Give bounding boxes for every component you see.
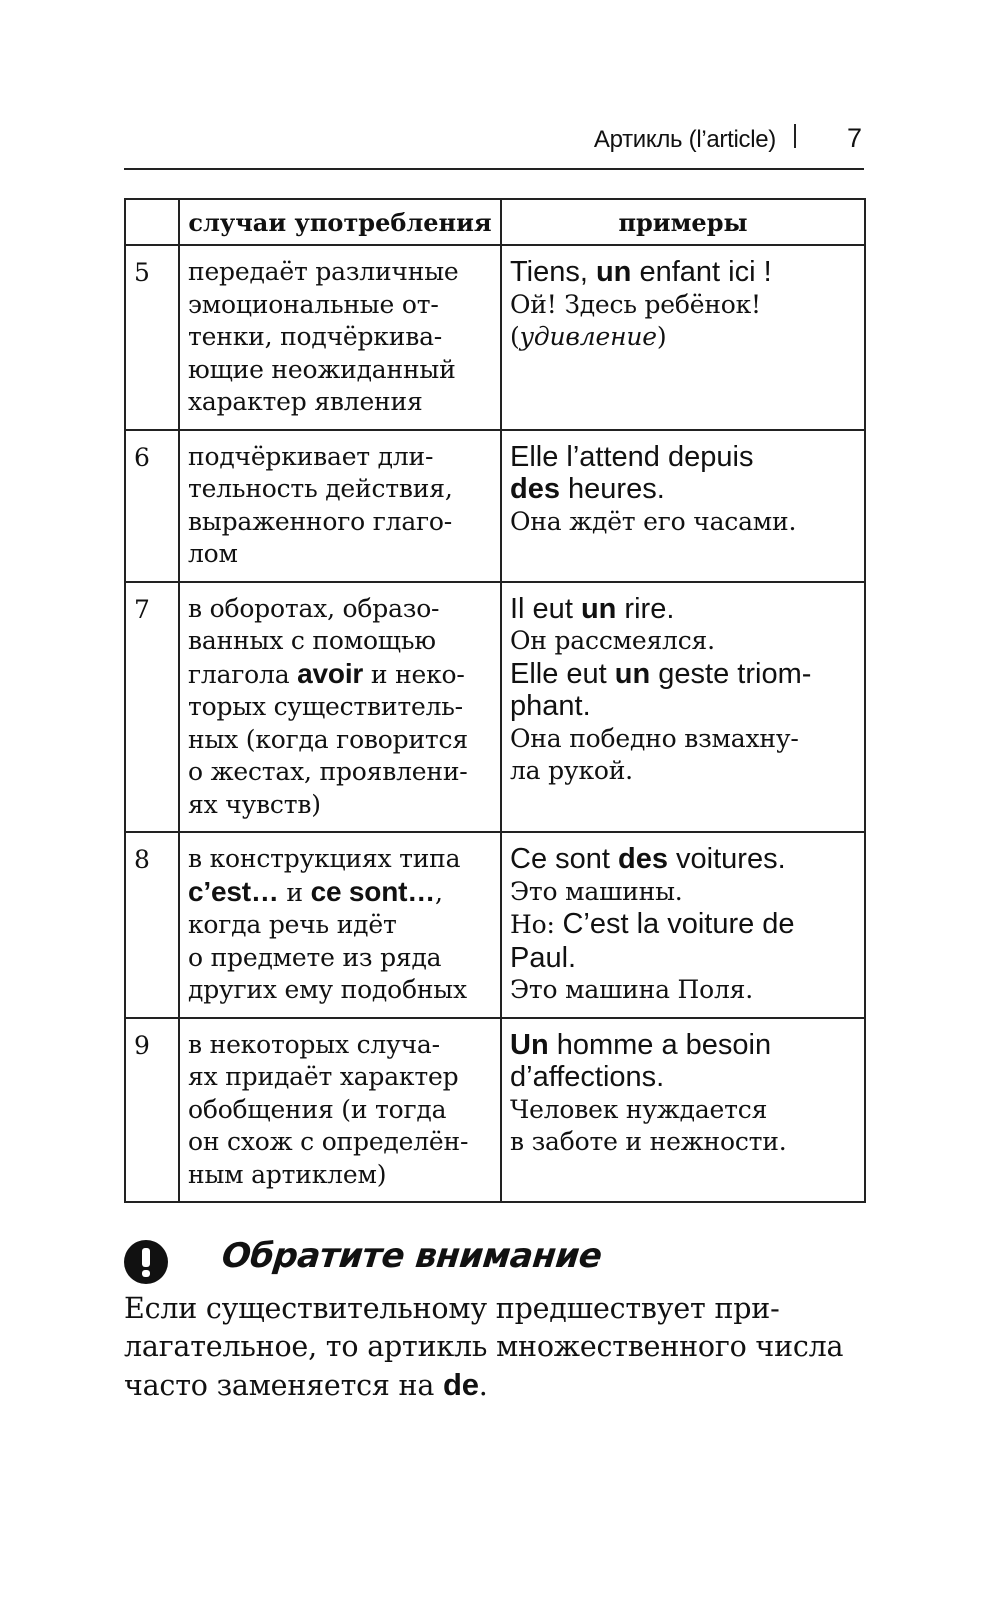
usage-cell: в конструкциях типа c’est… и ce sont…, когда речь идёт о предмете из ряда других ему подобных xyxy=(179,832,501,1018)
french-example: Но: C’est la voiture de Paul. xyxy=(510,908,795,974)
usage-cell: подчёркивает дли- тельность действия, выраженного глаго- лом xyxy=(179,430,501,582)
page-number: 7 xyxy=(846,123,862,153)
column-header-examples: примеры xyxy=(501,199,865,245)
running-title: Артикль (l’article) xyxy=(593,126,776,153)
russian-translation: Ой! Здесь ребёнок! xyxy=(510,289,761,319)
usage-cell: в оборотах, образо- ванных с помощью глагола avoir и неко- торых существитель- ных (когда говорится о жестах, проявлени- ях чувств) xyxy=(179,582,501,833)
examples-cell xyxy=(501,832,865,1018)
examples-cell xyxy=(501,245,865,430)
usage-comment: (удивление) xyxy=(510,322,667,351)
row-number: 5 xyxy=(125,245,179,430)
french-example: Il eut un rire. xyxy=(510,592,675,625)
russian-translation: Она победно взмахну- ла рукой. xyxy=(510,723,799,785)
french-example: Tiens, un enfant ici ! xyxy=(510,256,772,288)
french-example: Elle l’attend depuis xyxy=(510,440,754,473)
article-keyword: des xyxy=(510,473,560,505)
column-header-usage: случаи употребления xyxy=(179,199,501,245)
row-number: 6 xyxy=(125,430,179,582)
russian-translation: Он рассмеялся. xyxy=(510,626,715,655)
table-row xyxy=(125,832,865,1018)
construction-keyword: ce sont… xyxy=(310,875,436,907)
article-usage-table xyxy=(124,198,866,1203)
examples-cell xyxy=(501,582,865,833)
french-example-cont: des heures. xyxy=(510,473,665,505)
french-example: Ce sont des voitures. xyxy=(510,843,786,875)
russian-translation: Это машины. xyxy=(510,876,683,906)
note-text: Если существительному предшествует при- лагательное, то артикль множественного числа часто заменяется на de. xyxy=(124,1292,844,1402)
construction-keyword: c’est… xyxy=(188,875,279,907)
row-number: 8 xyxy=(125,832,179,1018)
verb-keyword: avoir xyxy=(297,657,364,689)
russian-translation: Она ждёт его часами. xyxy=(510,506,797,536)
running-header xyxy=(124,116,864,170)
row-number: 7 xyxy=(125,582,179,833)
usage-cell: передаёт различные эмоциональные от- тенки, подчёркива- ющие неожиданный характер явления xyxy=(179,245,501,430)
table-row xyxy=(125,1018,865,1203)
column-header-number xyxy=(125,199,179,245)
russian-translation: Это машина Поля. xyxy=(510,975,753,1004)
french-example: Un homme a besoin d’affections. xyxy=(510,1028,772,1093)
table-row xyxy=(125,430,865,582)
exclamation-icon xyxy=(124,1240,168,1284)
russian-translation: Человек нуждается в заботе и нежности. xyxy=(510,1094,787,1156)
usage-cell: в некоторых случа- ях придаёт характер обобщения (и тогда он схож с определён- ным артиклем) xyxy=(179,1018,501,1203)
examples-cell xyxy=(501,430,865,582)
article-keyword: Un xyxy=(510,1028,549,1061)
article-keyword: un xyxy=(580,592,617,625)
table-row xyxy=(125,582,865,833)
note-title: Обратите внимание xyxy=(219,1236,604,1276)
article-keyword: des xyxy=(618,843,668,875)
header-separator xyxy=(794,124,796,148)
examples-cell xyxy=(501,1018,865,1203)
table-row xyxy=(125,245,865,430)
article-keyword: un xyxy=(614,657,651,690)
article-keyword: un xyxy=(595,256,632,288)
de-keyword: de xyxy=(443,1367,479,1402)
table-header-row xyxy=(125,199,865,245)
french-example: Elle eut un geste triom- phant. xyxy=(510,657,812,722)
row-number: 9 xyxy=(125,1018,179,1203)
